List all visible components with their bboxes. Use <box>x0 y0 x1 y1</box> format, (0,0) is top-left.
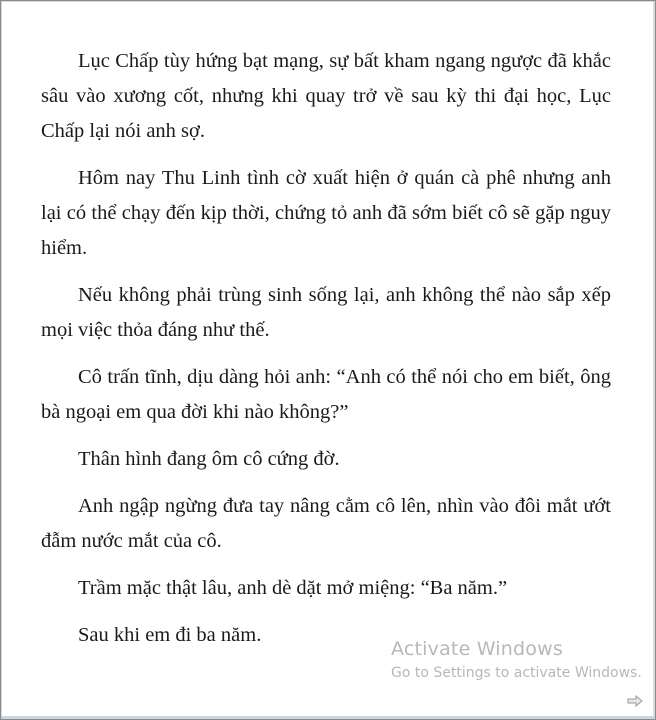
paragraph-3: Nếu không phải trùng sinh sống lại, anh không thể nào sắp xếp mọi việc thỏa đáng như thế. <box>41 284 611 341</box>
frame-bottom-edge <box>1 716 655 719</box>
paragraph-6: Anh ngập ngừng đưa tay nâng cằm cô lên, nhìn vào đôi mắt ướt đẫm nước mắt của cô. <box>41 495 611 552</box>
activate-windows-subtitle: Go to Settings to activate Windows. <box>391 665 642 681</box>
paragraph-2: Hôm nay Thu Linh tình cờ xuất hiện ở quán cà phê nhưng anh lại có thể chạy đến kịp thời, chứng tỏ anh đã sớm biết cô sẽ gặp nguy hiểm. <box>41 167 611 259</box>
frame-right-edge <box>653 1 655 719</box>
activate-windows-title: Activate Windows <box>391 638 563 660</box>
document-body <box>41 44 611 665</box>
next-page-arrow-icon[interactable] <box>627 695 643 707</box>
paragraph-5: Thân hình đang ôm cô cứng đờ. <box>78 448 340 470</box>
paragraph-1: Lục Chấp tùy hứng bạt mạng, sự bất kham ngang ngược đã khắc sâu vào xương cốt, nhưng khi quay trở về sau kỳ thi đại học, Lục Chấp lại nói anh sợ. <box>41 50 611 142</box>
paragraph-8: Sau khi em đi ba năm. <box>78 624 262 646</box>
paragraph-7: Trầm mặc thật lâu, anh dè dặt mở miệng: “Ba năm.” <box>78 577 508 599</box>
paragraph-4: Cô trấn tĩnh, dịu dàng hỏi anh: “Anh có thể nói cho em biết, ông bà ngoại em qua đời khi nào không?” <box>41 366 611 423</box>
